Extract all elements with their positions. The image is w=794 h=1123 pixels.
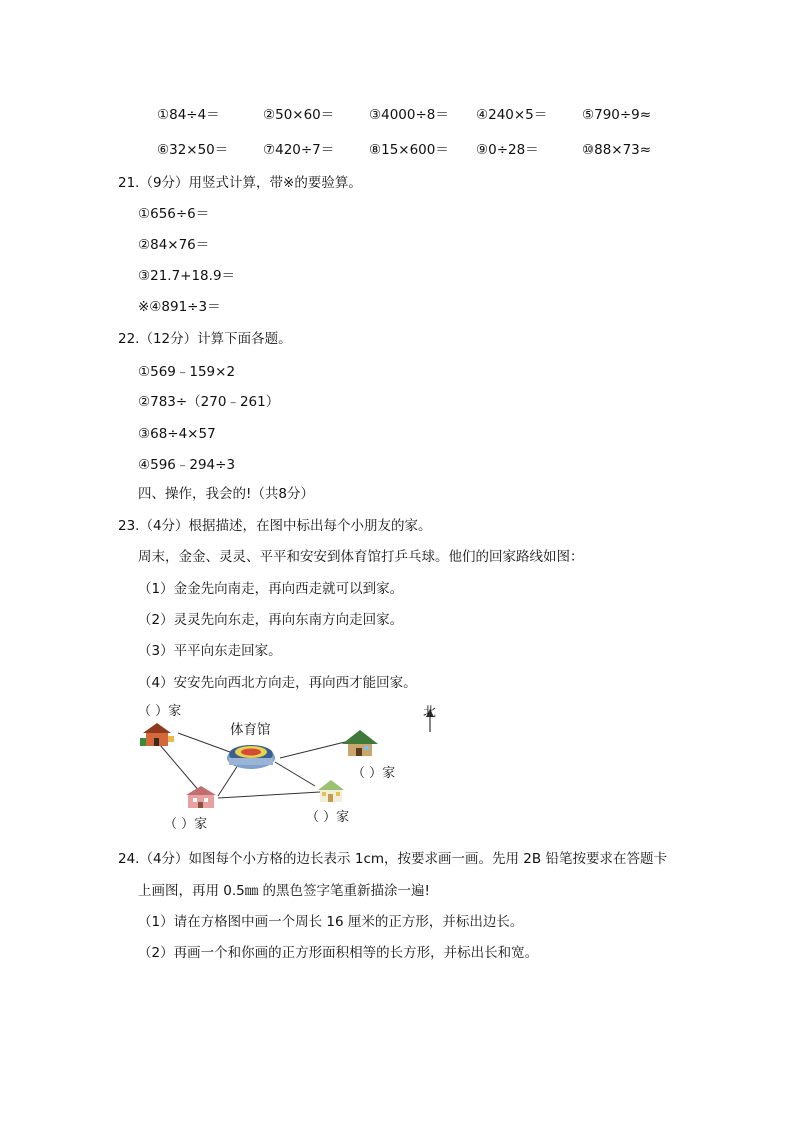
q22-item: ④596﹣294÷3 (138, 457, 236, 473)
q24-title-line2: 上画图，再用 0.5㎜ 的黑色签字笔重新描涂一遍! (138, 883, 430, 899)
q21-item: ①656÷6＝ (138, 206, 210, 222)
house-nw-icon (140, 723, 174, 746)
house-sw-icon (186, 786, 216, 808)
q21-item: ②84×76＝ (138, 237, 210, 253)
oral-calc-item: ⑩88×73≈ (582, 142, 652, 158)
gym-label: 体育馆 (230, 722, 271, 738)
q21-title: 21.（9分）用竖式计算，带※的要验算。 (118, 175, 362, 191)
oral-calc-item: ⑨0÷28＝ (476, 142, 539, 158)
q23-item: （1）金金先向南走，再向西走就可以到家。 (138, 581, 404, 597)
oral-calc-item: ⑧15×600＝ (369, 142, 449, 158)
q22-item: ②783÷（270﹣261） (138, 394, 280, 410)
oral-calc-item: ⑦420÷7＝ (263, 142, 335, 158)
q23-item: （2）灵灵先向东走，再向东南方向走回家。 (138, 612, 404, 628)
house-se-icon (318, 780, 344, 802)
q23-title: 23.（4分）根据描述，在图中标出每个小朋友的家。 (118, 518, 432, 534)
q21-item: ③21.7+18.9＝ (138, 268, 236, 284)
q22-title: 22.（12分）计算下面各题。 (118, 331, 292, 347)
house-e-icon (342, 730, 378, 756)
q22-item: ①569﹣159×2 (138, 364, 236, 380)
route-map (130, 700, 450, 840)
q21-item: ※④891÷3＝ (138, 299, 221, 315)
oral-calc-item: ⑤790÷9≈ (582, 107, 652, 123)
oral-calc-item: ②50×60＝ (263, 107, 335, 123)
oral-calc-row-1 (0, 106, 794, 124)
oral-calc-item: ④240×5＝ (476, 107, 548, 123)
q23-item: （3）平平向东走回家。 (138, 643, 282, 659)
oral-calc-item: ③4000÷8＝ (369, 107, 449, 123)
section-4-heading: 四、操作，我会的!（共8分） (138, 486, 315, 502)
q24-item: （2）再画一个和你画的正方形面积相等的长方形，并标出长和宽。 (138, 945, 539, 961)
oral-calc-item: ⑥32×50＝ (157, 142, 229, 158)
oral-calc-item: ①84÷4＝ (157, 107, 220, 123)
q22-item: ③68÷4×57 (138, 426, 216, 442)
q24-item: （1）请在方格图中画一个周长 16 厘米的正方形，并标出边长。 (138, 914, 524, 930)
home-blank-se: （ ）家 (306, 810, 350, 825)
q23-intro: 周末，金金、灵灵、平平和安安到体育馆打乒乓球。他们的回家路线如图： (138, 549, 584, 565)
gymnasium-icon (227, 745, 275, 769)
home-blank-sw: （ ）家 (164, 817, 208, 832)
q24-title-line1: 24.（4分）如图每个小方格的边长表示 1cm，按要求画一画。先用 2B 铅笔按要求在答题卡 (118, 851, 667, 867)
home-blank-e: （ ）家 (352, 766, 396, 781)
oral-calc-row-2 (0, 141, 794, 159)
q23-item: （4）安安先向西北方向走，再向西才能回家。 (138, 675, 417, 691)
north-label: 北 (423, 705, 437, 720)
home-blank-nw: （ ）家 (138, 704, 182, 719)
